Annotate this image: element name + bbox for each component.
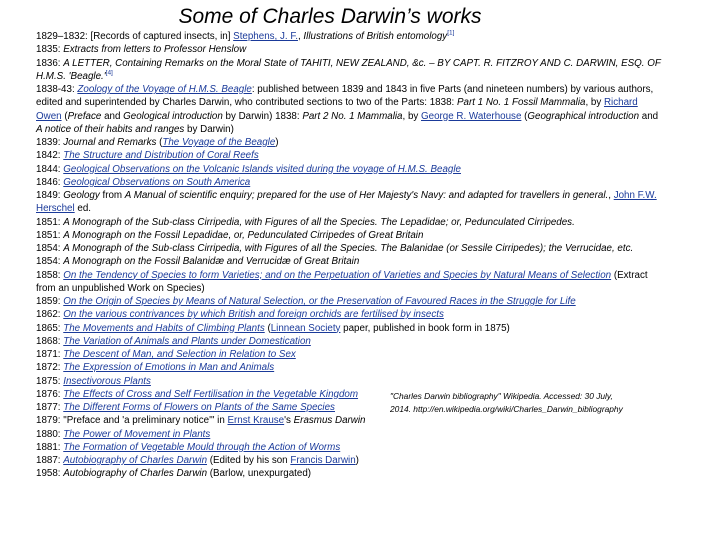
- work-text: 1865:: [36, 322, 64, 334]
- work-text: ,: [608, 190, 614, 201]
- work-text: 1829–1832: [Records of captured insects, in]: [36, 31, 234, 42]
- work-link[interactable]: On the Origin of Species by Means of Natural Selection, or the Preservation of Favoured Races in the Struggle for Life: [63, 296, 576, 307]
- work-entry: [36, 189, 666, 216]
- work-text: , by: [402, 110, 422, 122]
- citation-line-2: 2014. http://en.wikipedia.org/wiki/Charles_Darwin_bibliography: [390, 404, 623, 414]
- work-title-text: A Monograph of the Sub-class Cirripedia, with Figures of all the Species. The Lepadidae; or, Pedunculated Cirripedes.: [63, 216, 575, 228]
- work-link[interactable]: The Power of Movement in Plants: [63, 428, 211, 440]
- work-text: 1854:: [36, 256, 64, 268]
- work-entry: [36, 295, 666, 308]
- work-entry: [36, 30, 666, 43]
- work-link[interactable]: The Different Forms of Flowers on Plants of the Same Species: [63, 402, 335, 413]
- work-text: (Barlow, unexpurgated): [207, 468, 312, 480]
- work-text: 1838-43:: [36, 84, 78, 95]
- work-title-text: A Monograph of the Sub-class Cirripedia, with Figures of all the Species. The Balanidae (or Sessile Cirripedes); the Verrucidae, etc.: [63, 243, 634, 254]
- work-title-text: A LETTER, Containing Remarks on the Moral State of TAHITI, NEW ZEALAND, &c. – BY CAPT. R. FITZROY AND C. DARWIN, ESQ. OF H.M.S. 'Beagle.': [36, 57, 661, 82]
- work-entry: [36, 467, 666, 480]
- work-entry: [36, 441, 666, 454]
- work-title-text: Geographical introduction: [527, 110, 640, 122]
- work-text: ed.: [74, 203, 92, 215]
- work-text: 1851:: [36, 229, 64, 241]
- work-entry: [36, 454, 666, 467]
- work-title-text: Journal and Remarks: [63, 137, 157, 148]
- work-text: : published between 1839 and 1843 in five Parts (and nineteen numbers) by various authors, edited and superintended by Charles Darwin, who contributed sections to two of the Parts: 1838:: [36, 84, 654, 109]
- work-title-text: Part 1 No. 1 Fossil Mammalia: [456, 97, 586, 109]
- work-entry: [36, 361, 666, 374]
- work-entry: [36, 83, 666, 136]
- work-text: paper, published in book form in 1875): [340, 322, 510, 334]
- work-link[interactable]: The Voyage of the Beagle: [162, 137, 276, 148]
- work-text: 1868:: [36, 335, 64, 347]
- work-text: 1872:: [36, 362, 64, 374]
- work-link[interactable]: The Descent of Man, and Selection in Relation to Sex: [63, 349, 296, 360]
- work-text: 1958:: [36, 468, 64, 480]
- work-title-text: Extracts from letters to Professor Henslow: [63, 44, 247, 56]
- work-link[interactable]: Insectivorous Plants: [63, 375, 151, 387]
- work-text: 1875:: [36, 375, 64, 387]
- work-title-text: Geological introduction: [123, 110, 223, 122]
- footnote-ref[interactable]: [4]: [105, 69, 113, 77]
- work-link[interactable]: Linnean Society: [270, 322, 341, 334]
- work-text: 1859:: [36, 296, 64, 307]
- citation-line-1: "Charles Darwin bibliography" Wikipedia. Accessed: 30 July,: [390, 391, 613, 401]
- work-text: 1849:: [36, 190, 64, 201]
- work-text: by Darwin): [184, 123, 234, 135]
- work-link[interactable]: The Formation of Vegetable Mould through the Action of Worms: [63, 441, 341, 453]
- work-text: (Extract from an unpublished Work on Species): [36, 269, 648, 294]
- work-text: 1881:: [36, 441, 64, 453]
- work-entry: [36, 176, 666, 189]
- work-entry: [36, 57, 666, 84]
- work-entry: [36, 428, 666, 441]
- work-text: , by: [585, 97, 604, 109]
- work-entry: [36, 163, 666, 176]
- work-entry: [36, 43, 666, 56]
- work-entry: [36, 229, 666, 242]
- work-text: 1879: "Preface and 'a preliminary notice'" in: [36, 415, 228, 427]
- work-link[interactable]: Geological Observations on the Volcanic Islands visited during the voyage of H.M.S. Beagle: [63, 163, 461, 175]
- work-text: (: [61, 110, 68, 122]
- work-entry: [36, 414, 666, 427]
- work-text: ): [355, 455, 359, 466]
- work-link[interactable]: Autobiography of Charles Darwin: [63, 455, 208, 466]
- work-text: 1877:: [36, 402, 64, 413]
- work-entry: [36, 216, 666, 229]
- work-title-text: Part 2 No. 1 Mammalia: [302, 110, 403, 122]
- work-entry: [36, 269, 666, 296]
- work-link[interactable]: The Effects of Cross and Self Fertilisation in the Vegetable Kingdom: [63, 388, 359, 400]
- work-entry: [36, 242, 666, 255]
- work-text: (: [156, 137, 163, 148]
- work-title-text: Preface: [67, 110, 102, 122]
- work-text: 1842:: [36, 150, 64, 162]
- work-link[interactable]: Francis Darwin: [290, 455, 356, 466]
- work-text: 1862:: [36, 309, 64, 321]
- work-link[interactable]: The Expression of Emotions in Man and Animals: [63, 362, 275, 374]
- work-text: 1844:: [36, 163, 64, 175]
- work-title-text: A Monograph on the Fossil Balanidæ and Verrucidæ of Great Britain: [63, 256, 360, 268]
- work-link[interactable]: Ernst Krause: [227, 415, 285, 427]
- work-entry: [36, 136, 666, 149]
- footnote-ref[interactable]: [1]: [447, 29, 455, 37]
- work-title-text: A notice of their habits and ranges: [36, 123, 185, 135]
- work-entry: [36, 335, 666, 348]
- work-link[interactable]: On the various contrivances by which British and foreign orchids are fertilised by insects: [63, 309, 444, 321]
- work-entry: [36, 149, 666, 162]
- work-text: 's: [284, 415, 294, 427]
- work-entry: [36, 322, 666, 335]
- work-title-text: Illustrations of British entomology: [303, 31, 448, 42]
- work-title-text: Autobiography of Charles Darwin: [63, 468, 208, 480]
- work-text: and: [101, 110, 124, 122]
- work-text: 1851:: [36, 216, 64, 228]
- work-title-text: Erasmus Darwin: [293, 415, 366, 427]
- work-link[interactable]: The Movements and Habits of Climbing Plants: [63, 322, 265, 334]
- work-link[interactable]: The Structure and Distribution of Coral Reefs: [63, 150, 259, 162]
- work-text: (: [264, 322, 271, 334]
- work-entry: [36, 348, 666, 361]
- work-text: 1846:: [36, 176, 64, 188]
- work-entry: [36, 255, 666, 268]
- work-link[interactable]: Geological Observations on South America: [63, 176, 251, 188]
- work-text: (: [521, 110, 528, 122]
- work-link[interactable]: Zoology of the Voyage of H.M.S. Beagle: [77, 84, 252, 95]
- work-title-text: A Monograph on the Fossil Lepadidae, or, Pedunculated Cirripedes of Great Britain: [63, 229, 424, 241]
- work-title-text: A Manual of scientific enquiry; prepared for the use of Her Majesty's Navy: and adapted for travellers in general.: [124, 190, 609, 201]
- work-entry: [36, 375, 666, 388]
- work-text: 1876:: [36, 388, 64, 400]
- work-text: by Darwin) 1838:: [222, 110, 303, 122]
- work-title-text: Geology: [63, 190, 100, 201]
- work-text: ,: [297, 31, 304, 42]
- citation: [390, 390, 710, 416]
- work-text: (Edited by his son: [207, 455, 291, 466]
- work-text: from: [99, 190, 125, 201]
- work-link[interactable]: Richard Owen: [36, 97, 638, 122]
- work-text: 1835:: [36, 44, 64, 56]
- work-text: 1836:: [36, 57, 64, 69]
- work-text: 1871:: [36, 349, 64, 360]
- work-text: 1858:: [36, 269, 64, 281]
- work-link[interactable]: The Variation of Animals and Plants under Domestication: [63, 335, 311, 347]
- page-title: Some of Charles Darwin’s works: [178, 5, 482, 28]
- work-text: ): [275, 137, 279, 148]
- work-entry: [36, 308, 666, 321]
- work-link[interactable]: On the Tendency of Species to form Varieties; and on the Perpetuation of Varieties and Species by Natural Means of Selection: [63, 269, 612, 281]
- work-text: 1880:: [36, 428, 64, 440]
- work-link[interactable]: George R. Waterhouse: [421, 110, 522, 122]
- work-link[interactable]: Stephens, J. F.: [233, 31, 298, 42]
- work-text: 1839:: [36, 137, 64, 148]
- work-link[interactable]: John F.W. Herschel: [36, 190, 657, 215]
- work-text: 1887:: [36, 455, 64, 466]
- work-text: and: [639, 110, 659, 122]
- work-text: 1854:: [36, 243, 64, 254]
